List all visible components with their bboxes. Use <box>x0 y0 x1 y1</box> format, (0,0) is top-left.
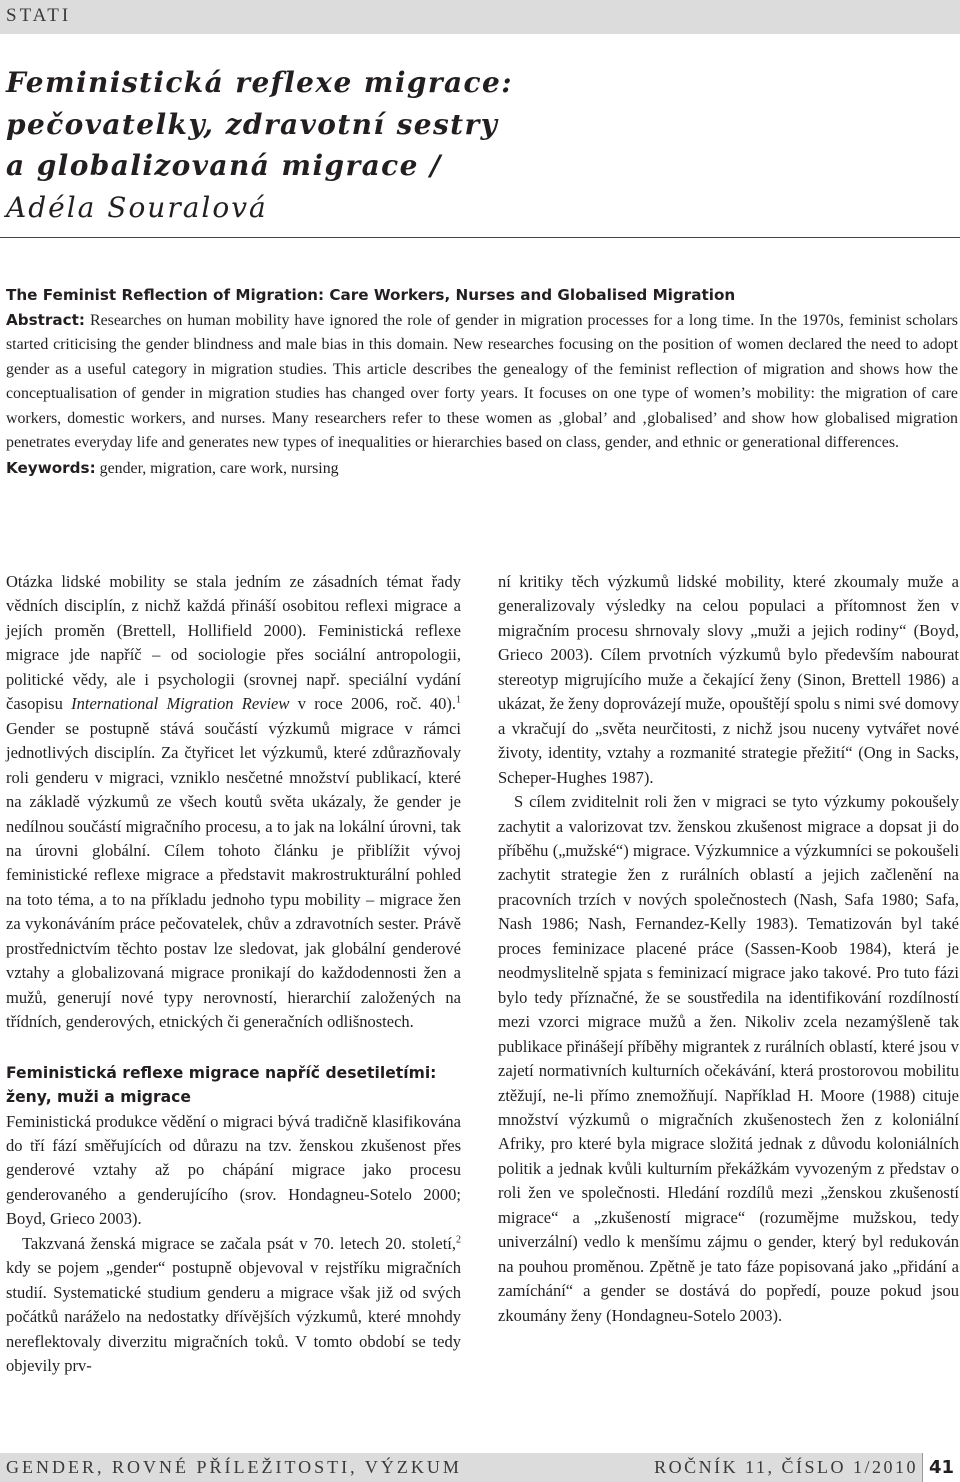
section-label: STATI <box>6 5 72 26</box>
keywords-text: gender, migration, care work, nursing <box>99 459 339 477</box>
section-heading <box>6 1061 461 1110</box>
footer-journal: GENDER, ROVNÉ PŘÍLEŽITOSTI, VÝZKUM <box>6 1457 462 1477</box>
left-p1-text-b: v roce 2006, roč. 40). <box>289 694 456 714</box>
title-line-2: pečovatelky, zdravotní sestry <box>6 107 499 141</box>
title-divider <box>0 237 960 238</box>
keywords-line <box>6 456 958 482</box>
left-p1-text-a: Otázka lidské mobility se stala jedním ze zásadních témat řady vědních disciplín, z nichž každá přináší osobitou reflexi migrace a jejích proměn (Brettell, Hollifield 2000). Feministická reflexe migrace jde napříč – od sociologie přes sociální antropologii, politické vědy, ale i psychologii (srovnej např. speciální vydání časopisu <box>6 572 461 714</box>
journal-name: International Migration Review <box>71 694 290 714</box>
keywords-label: Keywords: <box>6 458 96 477</box>
abstract-label: Abstract: <box>6 310 86 329</box>
footnote-ref-1[interactable]: 1 <box>456 694 461 706</box>
page-number: 41 <box>922 1453 960 1482</box>
section-heading-line-1: Feministická reflexe migrace napříč desetiletími: <box>6 1063 437 1082</box>
right-paragraph-2: S cílem zviditelnit roli žen v migraci se tyto výzkumy pokoušely zachytit a valorizovat tzv. ženskou zkušenost migrace a dopsat ji do příběhu („mužské“) migrace. Výzkumnice a výzkumníci se pokoušeli zachytit strategie žen z rurálních oblastí a jejich začlenění na pracovních trzích v nových společnostech (Nash, Safa 1980; Safa, Nash 1986; Nash, Fernandez-Kelly 1983). Tematizován byl také proces feminizace placené práce (Sassen-Koob 1984), která je neodmyslitelně spjata s feminizací migrace jako takové. Pro tuto fázi bylo tedy příznačné, že se soustředila na identifikování rozdílností mezi vzorci migrace mužů a žen. Nikoliv zcela nezamýšleně tak publikace přinášejí příběhy migrantek z rurálních oblastí, které jsou v zajetí normativních kulturních očekávání, která prostorovou mobilitu ztěžují, ne-li přímo znemožňují. Například H. Moore (1988) cituje množství výzkumů o migračních zkušenostech žen z koloniální Afriky, pro které byla migrace složitá jednak z důvodu koloniálních politik a jednak kvůli kulturním překážkám vyvozeným z představ o roli žen ve společnosti. Hledání rozdílů mezi „ženskou zkušeností migrace“ a „zkušeností migrace“ (rozumějme mužskou, tedy univerzální) vedlo k menšímu zájmu o gender, který byl redukován na pouhou proměnou. Zpětně je tato fáze popisovaná jako „přidání a zamíchání“ a gender se dostává do popředí, pouze pokud jsou zkoumány ženy (Hondagneu-Sotelo 2003). <box>498 792 959 1325</box>
left-column <box>6 570 461 1379</box>
right-paragraph-1: ní kritiky těch výzkumů lidské mobility, které zkoumaly muže a generalizovaly výsledky na celou populaci a přítomnost žen v migračním procesu shrnovaly slovy „muži a jejich rodiny“ (Boyd, Grieco 2003). Cílem prvotních výzkumů bylo především nabourat stereotyp migrujícího muže a čekající ženy (Sinon, Brettell 1986) a ukázat, že ženy doprovázejí muže, opouštějí spolu s nimi své domovy a vkračují do „světa neurčitosti, z nichž jsou nuceny vytvářet nové životy, identity, vztahy a rozmanité strategie přežití“ (Ong in Sacks, Scheper-Hughes 1987). <box>498 572 959 787</box>
abstract-text: Researches on human mobility have ignored the role of gender in migration processes for a long time. In the 1970s, feminist scholars started criticising the gender blindness and male bias in this domain. New researches focusing on the position of women declared the need to adopt gender as a useful category in migration studies. This article describes the genealogy of the feminist reflection of migration and shows how the conceptualisation of gender in migration studies has changed over forty years. It focuses on one type of women’s mobility: the migration of care workers, domestic workers, and nurses. Many researchers refer to these women as ‚global’ and ‚globalised’ and show how globalised migration penetrates everyday life and generates new types of inequalities or hierarchies based on class, gender, and ethnic or generational differences. <box>6 311 958 451</box>
left-paragraph-1 <box>6 570 461 1035</box>
title-line-1: Feministická reflexe migrace: <box>6 66 513 99</box>
abstract-block <box>6 283 958 481</box>
left-paragraph-3 <box>6 1232 461 1379</box>
footnote-ref-2[interactable]: 2 <box>456 1234 461 1246</box>
abstract-paragraph <box>6 308 958 456</box>
author-name: Adéla Souralová <box>6 190 268 224</box>
header-band <box>0 0 960 34</box>
left-p1-text-c: Gender se postupně stává součástí výzkumů migrace v rámci jednotlivých disciplín. Za čtyřicet let výzkumů, které zdůrazňovaly roli genderu v migraci, vzniklo nesčetné množství publikací, které na základě výzkumů ze všech koutů světa ukázaly, že gender je nedílnou součástí migračního procesu, a to jak na lokální úrovni, tak na úrovni globální. Cílem tohoto článku je přiblížit vývoj feministické reflexe migrace a představit makrostrukturální pohled na toto téma, a to na příkladu jednoho typu mobility – migrace žen za vykonáváním práce pečovatelek, chův a zdravotních sester. Právě prostřednictvím těchto postav lze sledovat, jak globální genderové vztahy a globalizovaná migrace pronikají do každodennosti žen a mužů, generují nové typy nerovností, hierarchií založených na třídních, genderových, etnických či generačních odlišnostech. <box>6 718 461 1032</box>
article-title <box>6 62 946 228</box>
section-heading-line-2: ženy, muži a migrace <box>6 1088 192 1107</box>
left-p3-text-a: Takzvaná ženská migrace se začala psát v 70. letech 20. století, <box>22 1233 456 1253</box>
left-paragraph-2: Feministická produkce vědění o migraci bývá tradičně klasifikována do tří fází směřujících od důrazu na tzv. ženskou zkušenost přes genderové vztahy až po chápání migrace jako procesu genderovaného a genderujícího (srov. Hondagneu-Sotelo 2000; Boyd, Grieco 2003). <box>6 1111 461 1229</box>
english-title: The Feminist Reflection of Migration: Care Workers, Nurses and Globalised Migration <box>6 286 736 304</box>
left-p3-text-b: kdy se pojem „gender“ postupně objevoval v rejstříku migračních studií. Systematické studium genderu a migrace však již od svých počátků naráželo na nedostatky dřívějších výzkumů, které mnohdy nereflektovaly diverzitu migračních toků. V tomto období se tedy objevily prv- <box>6 1258 461 1376</box>
right-column <box>498 570 959 1328</box>
footer-issue: ROČNÍK 11, ČÍSLO 1/2010 <box>654 1457 918 1477</box>
title-line-3: a globalizovaná migrace / <box>6 149 442 182</box>
